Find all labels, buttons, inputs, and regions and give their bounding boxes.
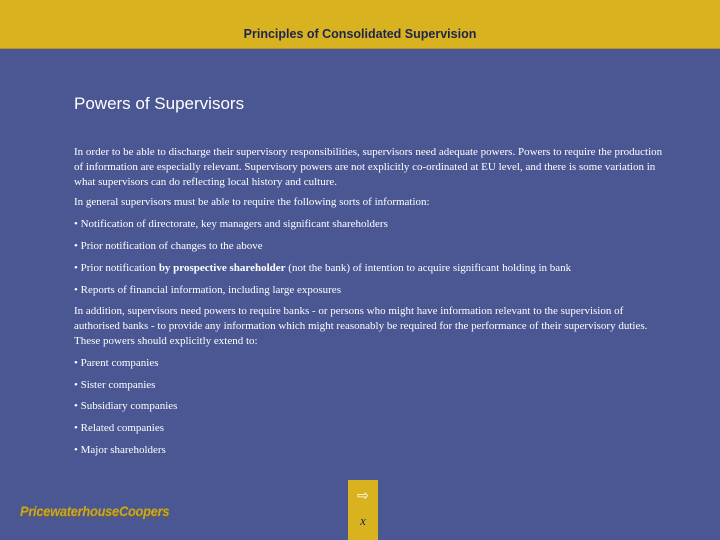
bullet-item (74, 261, 664, 276)
bullet-text: • Prior notification (74, 262, 159, 275)
bullet-item: • Related companies (74, 422, 164, 435)
intro-paragraph: In order to be able to discharge their supervisory responsibilities, supervisors need adequate powers. Powers to require the production of information are especially relevant. Supervisory powers are not explicitly co-ordinated at EU level, and there is some variation in what supervisors can do reflecting local history and culture. (74, 146, 663, 188)
arrow-right-icon[interactable]: ⇨ (357, 488, 369, 504)
slide-body (74, 145, 664, 465)
bullet-emphasis: by prospective shareholder (158, 262, 286, 275)
bullet-item: • Notification of directorate, key managers and significant shareholders (74, 218, 388, 231)
bullet-item: • Subsidiary companies (74, 400, 178, 413)
bullet-item: • Reports of financial information, including large exposures (74, 284, 341, 297)
bullet-text: (not the bank) of intention to acquire significant holding in bank (285, 262, 572, 275)
header-bar (0, 0, 720, 49)
slide-nav (348, 480, 378, 540)
bullet-item: • Prior notification of changes to the above (74, 240, 263, 253)
close-icon[interactable]: x (360, 513, 366, 528)
lead-paragraph: In general supervisors must be able to require the following sorts of information: (74, 196, 430, 209)
presentation-title: Principles of Consolidated Supervision (243, 27, 477, 41)
addition-paragraph: In addition, supervisors need powers to require banks - or persons who might have information relevant to the supervision of authorised banks - to provide any information which might reasonably be required for the performance of their supervisory duties. These powers should explicitly extend to: (74, 305, 648, 347)
slide-title: Powers of Supervisors (74, 94, 245, 113)
bullet-item: • Sister companies (74, 378, 156, 391)
bullet-item: • Parent companies (74, 356, 159, 369)
company-logo: PricewaterhouseCoopers (20, 503, 170, 519)
bullet-item: • Major shareholders (74, 444, 166, 457)
